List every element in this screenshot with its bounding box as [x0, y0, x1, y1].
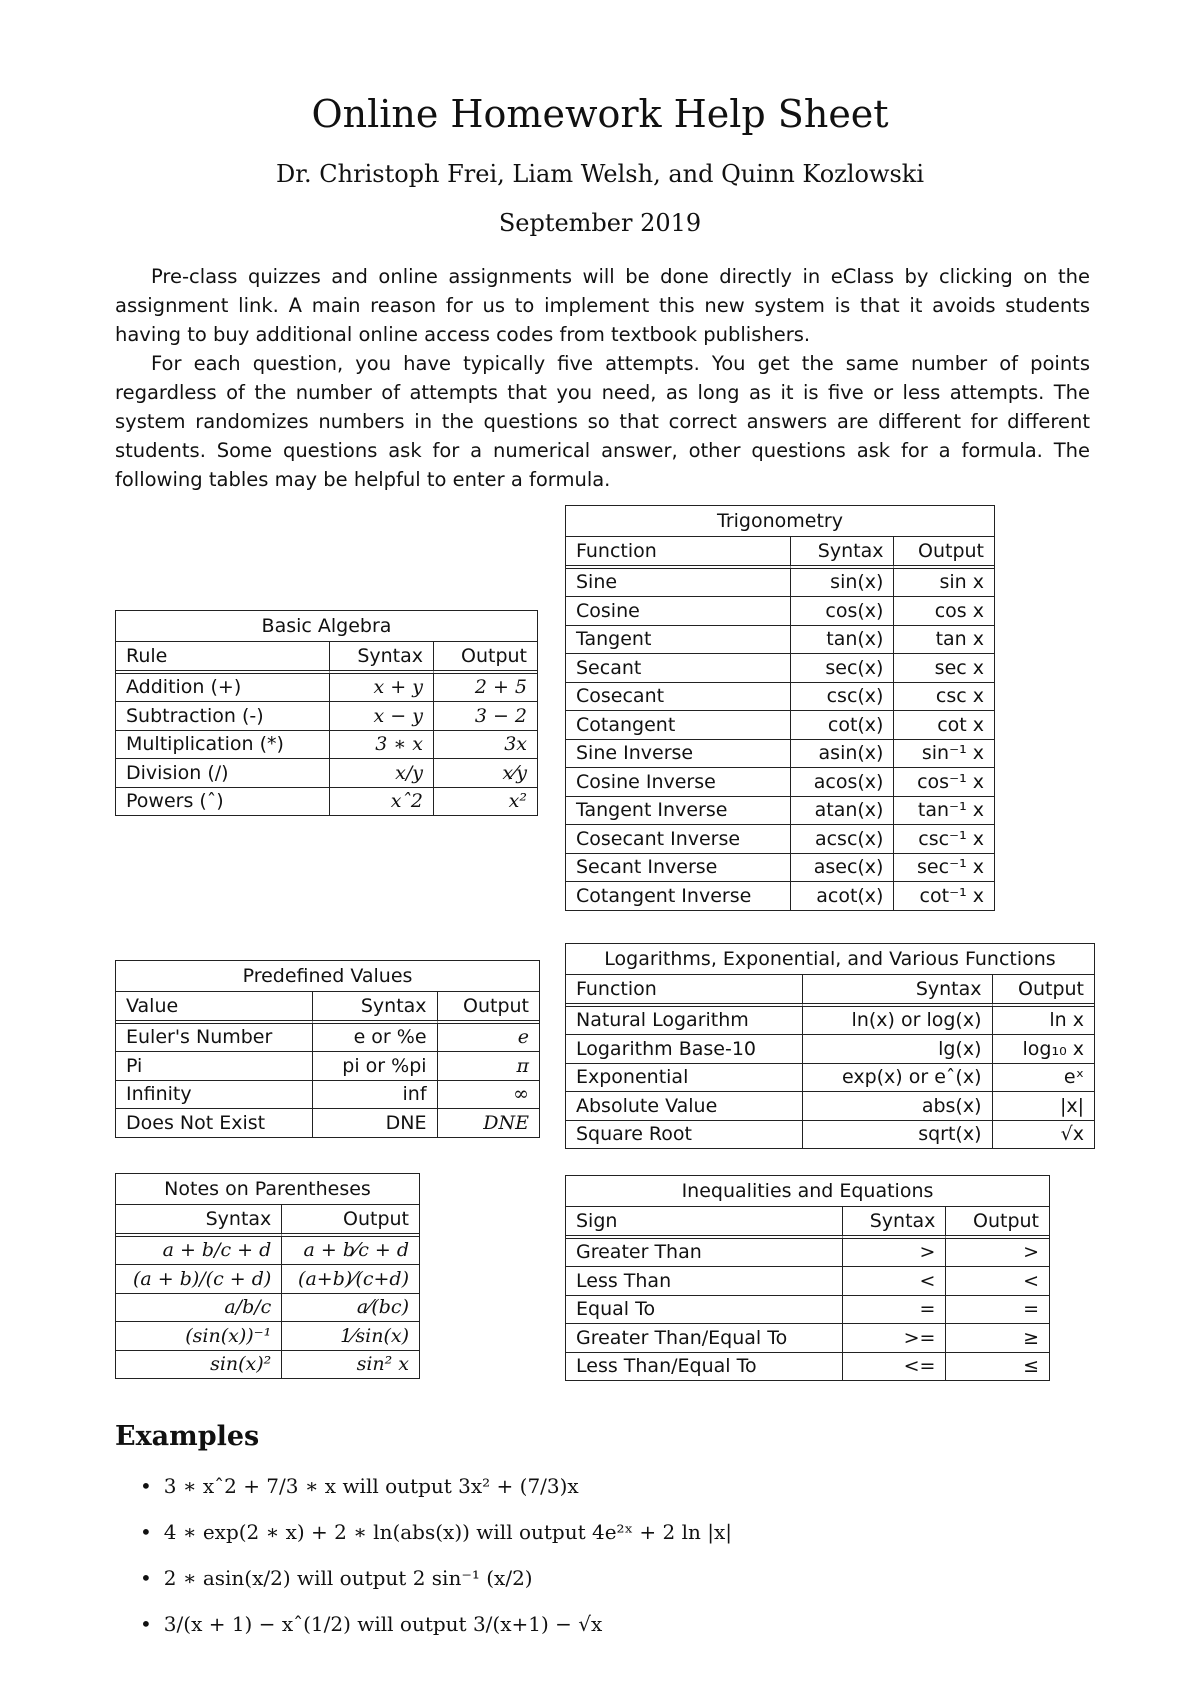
table-row: Powers (ˆ) xˆ2 x²: [116, 788, 537, 816]
examples-list: [140, 1463, 732, 1647]
list-item: • 2 ∗ asin(x/2) will output 2 sin⁻¹ (x/2): [140, 1555, 732, 1601]
table-row: a/b/c a⁄(bc): [116, 1294, 419, 1323]
column-header: Output: [946, 1207, 1049, 1239]
table-caption: Basic Algebra: [116, 611, 537, 642]
table-row: Euler's Number e or %e e: [116, 1024, 539, 1053]
column-header: Output: [993, 975, 1095, 1007]
logarithms-table: [565, 943, 1095, 1149]
table-row: Greater Than/Equal To >= ≥: [566, 1324, 1049, 1353]
table-row: Multiplication (*) 3 ∗ x 3x: [116, 731, 537, 760]
table-caption: Inequalities and Equations: [566, 1176, 1049, 1207]
table-row: Absolute Value abs(x) |x|: [566, 1092, 1094, 1121]
table-row: (a + b)/(c + d) (a+b)⁄(c+d): [116, 1265, 419, 1294]
inequalities-table: [565, 1175, 1050, 1381]
parentheses-table: [115, 1173, 420, 1379]
table-row: Cosecant csc(x) csc x: [566, 683, 994, 712]
table-row: Cotangent cot(x) cot x: [566, 711, 994, 740]
table-row: Division (/) x/y x⁄y: [116, 759, 537, 788]
table-caption: Notes on Parentheses: [116, 1174, 419, 1205]
table-row: (sin(x))⁻¹ 1⁄sin(x): [116, 1322, 419, 1351]
table-row: Addition (+) x + y 2 + 5: [116, 674, 537, 703]
intro-paragraph-2: For each question, you have typically five attempts. You get the same number of points regardless of the number of attempts that you need, as long as it is five or less attempts. The system randomizes numbers in the questions so that correct answers are different for different students. Some questions ask for a numerical answer, other questions ask for a formula. The following tables may be helpful to enter a formula.: [115, 352, 1090, 491]
table-row: Cosine cos(x) cos x: [566, 597, 994, 626]
authors: Dr. Christoph Frei, Liam Welsh, and Quinn Kozlowski: [275, 160, 925, 188]
table-row: Less Than < <: [566, 1267, 1049, 1296]
table-row: Exponential exp(x) or eˆ(x) eˣ: [566, 1064, 1094, 1093]
column-header: Sign: [566, 1207, 843, 1239]
column-header: Rule: [116, 642, 330, 674]
table-row: Tangent tan(x) tan x: [566, 626, 994, 655]
page-title: Online Homework Help Sheet: [311, 92, 889, 136]
table-row: sin(x)² sin² x: [116, 1351, 419, 1379]
table-row: Secant sec(x) sec x: [566, 654, 994, 683]
column-header: Syntax: [791, 537, 895, 569]
trigonometry-table: [565, 505, 995, 911]
table-row: Logarithm Base-10 lg(x) log₁₀ x: [566, 1035, 1094, 1064]
table-row: Does Not Exist DNE DNE: [116, 1109, 539, 1137]
table-row: Infinity inf ∞: [116, 1081, 539, 1110]
list-item: • 3/(x + 1) − xˆ(1/2) will output 3/(x+1) − √x: [140, 1601, 732, 1647]
table-row: Secant Inverse asec(x) sec⁻¹ x: [566, 854, 994, 883]
column-header: Output: [438, 992, 539, 1024]
column-header: Value: [116, 992, 313, 1024]
date: September 2019: [498, 209, 702, 237]
table-row: Pi pi or %pi π: [116, 1052, 539, 1081]
table-row: Subtraction (-) x − y 3 − 2: [116, 702, 537, 731]
column-header: Output: [894, 537, 994, 569]
table-caption: Logarithms, Exponential, and Various Functions: [566, 944, 1094, 975]
table-caption: Predefined Values: [116, 961, 539, 992]
column-header: Syntax: [843, 1207, 946, 1239]
intro-paragraph-1: Pre-class quizzes and online assignments will be done directly in eClass by clicking on the assignment link. A main reason for us to implement this new system is that it avoids students having to buy additional online access codes from textbook publishers.: [115, 265, 1090, 346]
table-row: Tangent Inverse atan(x) tan⁻¹ x: [566, 797, 994, 826]
list-item: • 3 ∗ xˆ2 + 7/3 ∗ x will output 3x² + (7/3)x: [140, 1463, 732, 1509]
predefined-values-table: [115, 960, 540, 1138]
basic-algebra-table: [115, 610, 538, 816]
table-row: Cosine Inverse acos(x) cos⁻¹ x: [566, 768, 994, 797]
column-header: Syntax: [803, 975, 992, 1007]
column-header: Syntax: [330, 642, 434, 674]
column-header: Syntax: [116, 1205, 282, 1237]
table-row: Square Root sqrt(x) √x: [566, 1121, 1094, 1149]
table-caption: Trigonometry: [566, 506, 994, 537]
column-header: Syntax: [313, 992, 437, 1024]
column-header: Function: [566, 975, 803, 1007]
table-row: Equal To = =: [566, 1296, 1049, 1325]
column-header: Output: [282, 1205, 419, 1237]
column-header: Function: [566, 537, 791, 569]
table-row: Greater Than > >: [566, 1239, 1049, 1268]
table-row: Cosecant Inverse acsc(x) csc⁻¹ x: [566, 825, 994, 854]
table-row: Natural Logarithm ln(x) or log(x) ln x: [566, 1007, 1094, 1036]
table-row: Sine Inverse asin(x) sin⁻¹ x: [566, 740, 994, 769]
column-header: Output: [434, 642, 537, 674]
list-item: • 4 ∗ exp(2 ∗ x) + 2 ∗ ln(abs(x)) will output 4e²ˣ + 2 ln |x|: [140, 1509, 732, 1555]
table-row: Sine sin(x) sin x: [566, 569, 994, 598]
table-row: Less Than/Equal To <= ≤: [566, 1353, 1049, 1381]
table-row: Cotangent Inverse acot(x) cot⁻¹ x: [566, 882, 994, 910]
table-row: a + b/c + d a + b⁄c + d: [116, 1237, 419, 1266]
examples-heading: Examples: [115, 1421, 260, 1452]
